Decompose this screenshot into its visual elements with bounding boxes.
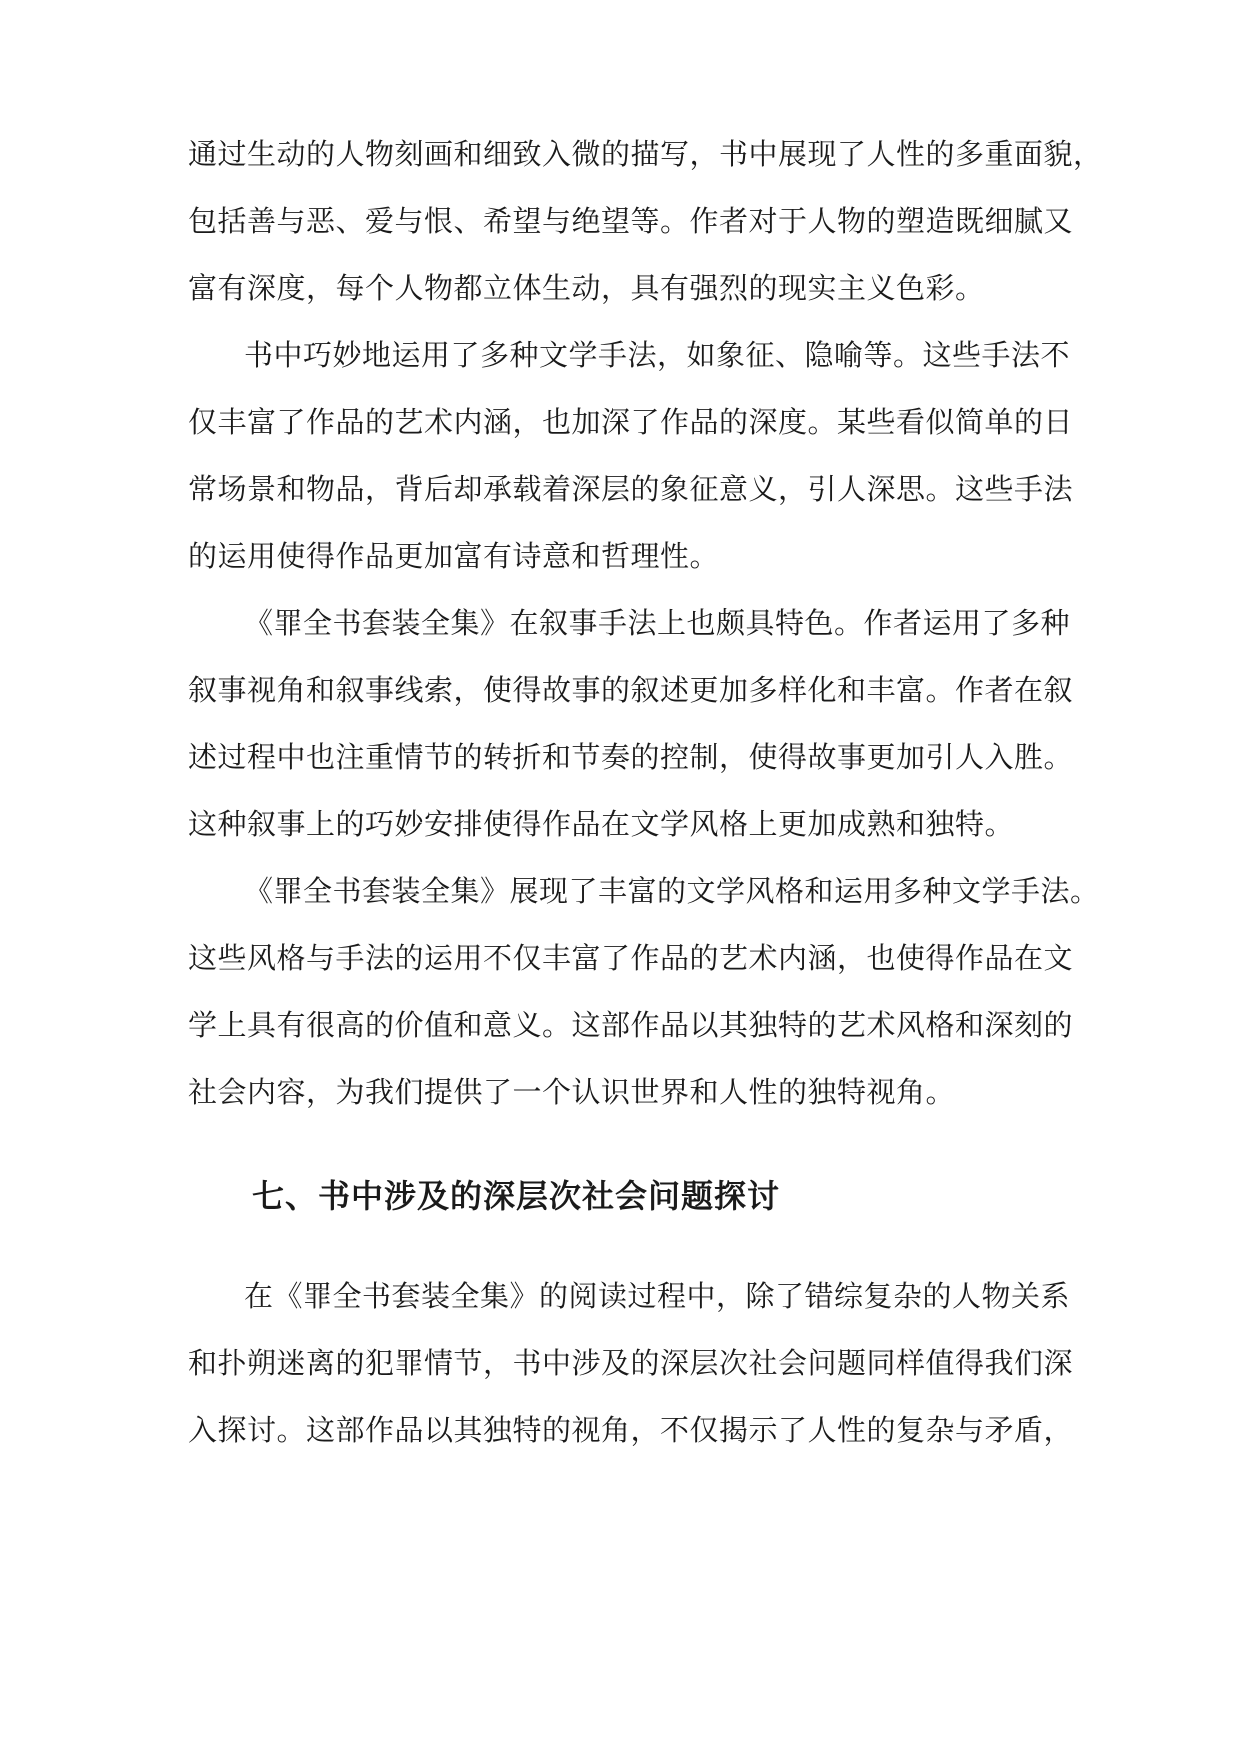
paragraph-3-line-1: 《罪全书套装全集》在叙事手法上也颇具特色。作者运用了多种 bbox=[244, 606, 1071, 640]
paragraph-1-line-2: 包括善与恶、爱与恨、希望与绝望等。作者对于人物的塑造既细腻又 bbox=[188, 204, 1074, 238]
paragraph-4-line-2: 这些风格与手法的运用不仅丰富了作品的艺术内涵，也使得作品在文 bbox=[188, 941, 1074, 975]
section-heading: 七、书中涉及的深层次社会问题探讨 bbox=[252, 1177, 781, 1215]
paragraph-4-line-4: 社会内容，为我们提供了一个认识世界和人性的独特视角。 bbox=[188, 1075, 956, 1109]
paragraph-1-line-1: 通过生动的人物刻画和细致入微的描写，书中展现了人性的多重面貌， bbox=[188, 137, 1103, 171]
section-paragraph-line-3: 入探讨。这部作品以其独特的视角，不仅揭示了人性的复杂与矛盾， bbox=[188, 1413, 1074, 1447]
section-paragraph-line-1: 在《罪全书套装全集》的阅读过程中，除了错综复杂的人物关系 bbox=[244, 1279, 1071, 1313]
paragraph-3-line-4: 这种叙事上的巧妙安排使得作品在文学风格上更加成熟和独特。 bbox=[188, 807, 1015, 841]
paragraph-2-line-2: 仅丰富了作品的艺术内涵，也加深了作品的深度。某些看似简单的日 bbox=[188, 405, 1074, 439]
paragraph-2-line-3: 常场景和物品，背后却承载着深层的象征意义，引人深思。这些手法 bbox=[188, 472, 1074, 506]
paragraph-3-line-3: 述过程中也注重情节的转折和节奏的控制，使得故事更加引人入胜。 bbox=[188, 740, 1074, 774]
paragraph-4-line-3: 学上具有很高的价值和意义。这部作品以其独特的艺术风格和深刻的 bbox=[188, 1008, 1074, 1042]
paragraph-2-line-1: 书中巧妙地运用了多种文学手法，如象征、隐喻等。这些手法不 bbox=[244, 338, 1071, 372]
paragraph-1-line-3: 富有深度，每个人物都立体生动，具有强烈的现实主义色彩。 bbox=[188, 271, 985, 305]
paragraph-4-line-1: 《罪全书套装全集》展现了丰富的文学风格和运用多种文学手法。 bbox=[244, 874, 1100, 908]
paragraph-3-line-2: 叙事视角和叙事线索，使得故事的叙述更加多样化和丰富。作者在叙 bbox=[188, 673, 1074, 707]
section-paragraph-line-2: 和扑朔迷离的犯罪情节，书中涉及的深层次社会问题同样值得我们深 bbox=[188, 1346, 1074, 1380]
paragraph-2-line-4: 的运用使得作品更加富有诗意和哲理性。 bbox=[188, 539, 720, 573]
